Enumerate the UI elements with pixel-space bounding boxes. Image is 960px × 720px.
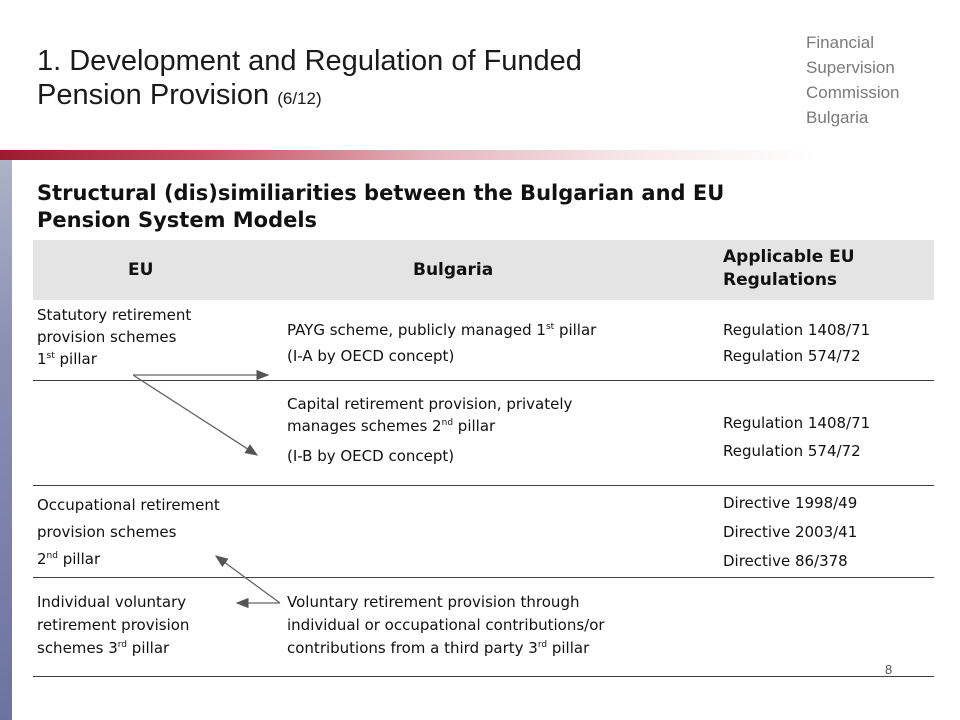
- subtitle-line-2: Pension System Models: [37, 208, 318, 232]
- header-regulations-line-1: Applicable EU: [723, 247, 855, 267]
- header-regulations-line-2: Regulations: [723, 270, 838, 290]
- regulation-item: Regulation 1408/71: [723, 414, 871, 432]
- cell-line: retirement provision: [37, 616, 190, 634]
- page-number: 8: [885, 662, 893, 677]
- subtitle-line-1: Structural (dis)similiarities between the Bulgarian and EU: [37, 181, 725, 205]
- cell-line: (I-B by OECD concept): [287, 447, 455, 465]
- org-line: Supervision: [806, 58, 895, 77]
- title-line-1: 1. Development and Regulation of Funded: [37, 45, 582, 77]
- regulation-item: Directive 2003/41: [723, 523, 858, 541]
- regulation-item: Directive 86/378: [723, 552, 848, 570]
- cell-line: Capital retirement provision, privately: [287, 395, 573, 413]
- regulation-item: Directive 1998/49: [723, 494, 858, 512]
- cell-line: Individual voluntary: [37, 593, 187, 611]
- header-bulgaria: Bulgaria: [413, 260, 494, 280]
- cell-line: PAYG scheme, publicly managed 1st pillar: [287, 321, 597, 339]
- regulation-item: Regulation 574/72: [723, 442, 861, 460]
- regulation-item: Regulation 574/72: [723, 347, 861, 365]
- title-page-indicator: (6/12): [277, 89, 322, 108]
- cell-line: individual or occupational contributions/or: [287, 616, 605, 634]
- cell-line: Occupational retirement: [37, 496, 220, 514]
- cell-line: 1st pillar: [37, 350, 97, 368]
- cell-line: 2nd pillar: [37, 550, 101, 568]
- org-line: Bulgaria: [806, 108, 869, 127]
- cell-line: schemes 3rd pillar: [37, 639, 170, 657]
- title-line-2: Pension Provision: [37, 79, 270, 111]
- regulation-item: Regulation 1408/71: [723, 321, 871, 339]
- header-eu: EU: [128, 260, 154, 280]
- org-line: Financial: [806, 33, 875, 52]
- cell-line: contributions from a third party 3rd pillar: [287, 639, 590, 657]
- org-line: Commission: [806, 83, 900, 102]
- cell-line: provision schemes: [37, 328, 177, 346]
- cell-line: Voluntary retirement provision through: [287, 593, 580, 611]
- cell-line: provision schemes: [37, 523, 177, 541]
- arrow-pillar1-to-capital: [133, 375, 257, 455]
- cell-line: manages schemes 2nd pillar: [287, 417, 496, 435]
- cell-line: Statutory retirement: [37, 306, 192, 324]
- cell-line: (I-A by OECD concept): [287, 347, 455, 365]
- arrow-voluntary-to-occupational: [216, 556, 280, 603]
